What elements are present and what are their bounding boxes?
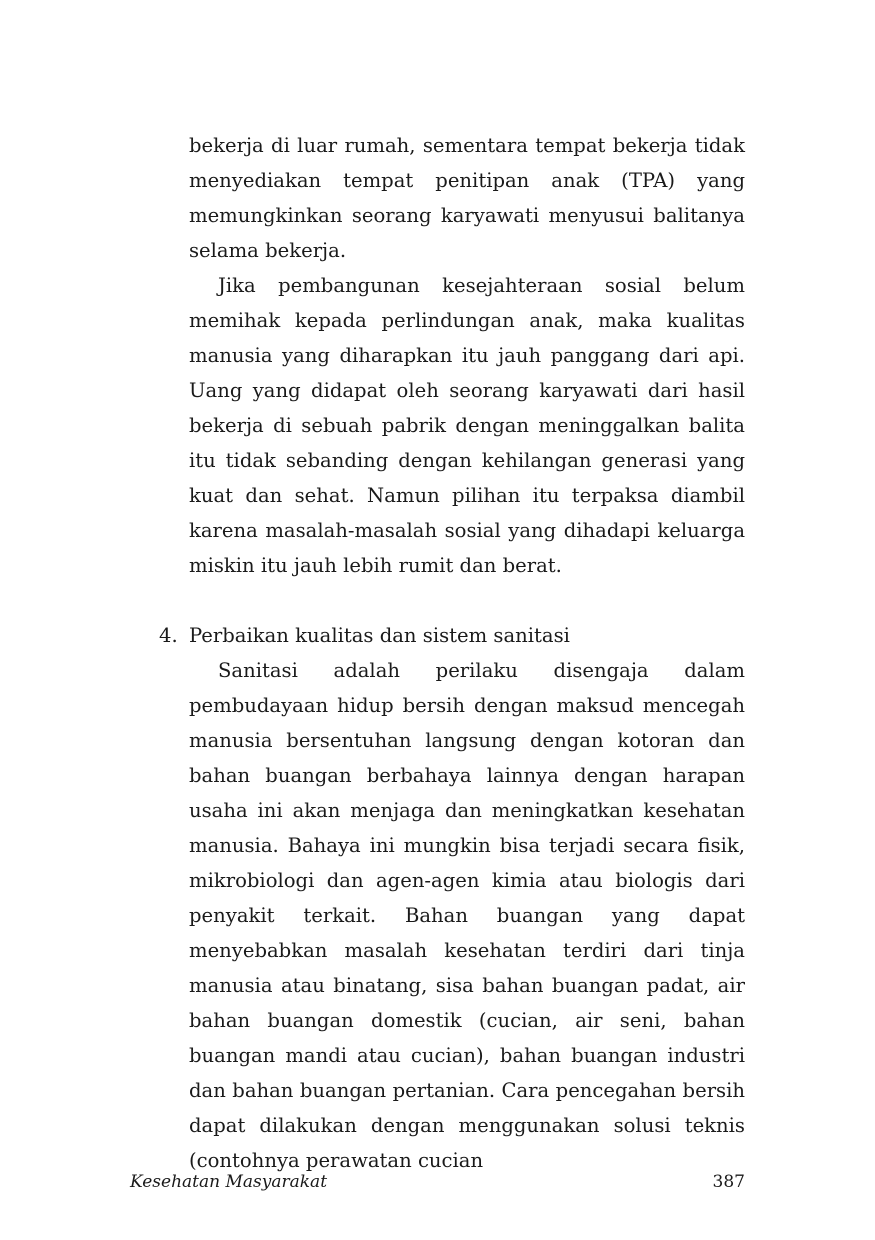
body-paragraph: bekerja di luar rumah, sementara tempat bekerja tidak menyediakan tempat penitipan anak (TPA) yang memungkinkan seorang karyawati menyusui balitanya selama bekerja. [189,134,745,262]
numbered-section [159,618,745,1178]
body-paragraph: Jika pembangunan kesejahteraan sosial belum memihak kepada perlindungan anak, maka kualitas manusia yang diharapkan itu jauh panggang dari api. Uang yang didapat oleh seorang karyawati dari hasil bekerja di sebuah pabrik dengan meninggalkan balita itu tidak sebanding dengan kehilangan generasi yang kuat dan sehat. Namun pilihan itu terpaksa diambil karena masalah-masalah sosial yang dihadapi keluarga miskin itu jauh lebih rumit dan berat. [189,274,745,577]
section-paragraph: Sanitasi adalah perilaku disengaja dalam pembudayaan hidup bersih dengan maksud mencegah manusia bersentuhan langsung dengan kotoran dan bahan buangan berbahaya lainnya dengan harapan usaha ini akan menjaga dan meningkatkan kesehatan manusia. Bahaya ini mungkin bisa terjadi secara fisik, mikrobiologi dan agen-agen kimia atau biologis dari penyakit terkait. Bahan buangan yang dapat menyebabkan masalah kesehatan terdiri dari tinja manusia atau binatang, sisa bahan buangan padat, air bahan buangan domestik (cucian, air seni, bahan buangan mandi atau cucian), bahan buangan industri dan bahan buangan pertanian. Cara pencegahan bersih dapat dilakukan dengan menggunakan solusi teknis (contohnya perawatan cucian [189,659,745,1172]
footer-book-title: Kesehatan Masyarakat [130,1172,328,1192]
page-number: 387 [712,1172,745,1192]
section-title: Perbaikan kualitas dan sistem sanitasi [189,624,570,647]
page-content [159,128,745,1178]
section-number: 4. [159,624,178,647]
